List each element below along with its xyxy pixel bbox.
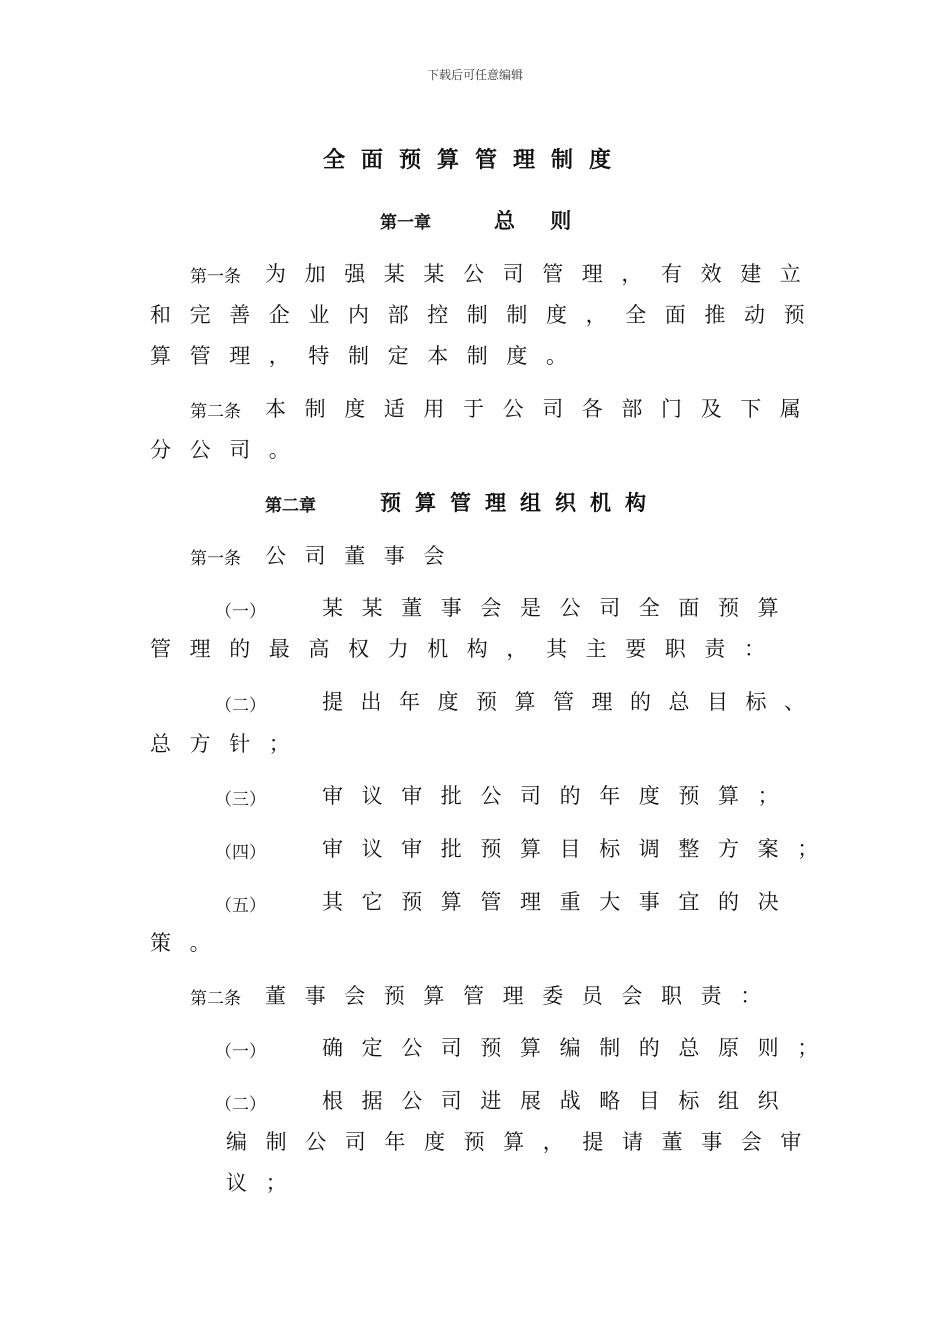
article-text-line: 董事会预算管理委员会职责： xyxy=(265,984,780,1008)
article-label: 第一条 xyxy=(190,267,241,287)
article-text-line: 和完善企业内部控制制度，全面推动预 xyxy=(150,303,824,327)
item-label: （二） xyxy=(215,1095,266,1115)
chapter-1-title: 总 则 xyxy=(494,208,586,233)
item-label: （一） xyxy=(215,1042,266,1062)
item-text-line: 某某董事会是公司全面预算 xyxy=(322,596,798,620)
item-text-line: 其它预算管理重大事宜的决 xyxy=(322,890,798,914)
article-text-line: 本制度适用于公司各部门及下属 xyxy=(265,397,820,421)
article-label: 第二条 xyxy=(190,402,241,422)
item-text-line: 总方针； xyxy=(150,732,309,756)
item-text-line: 确定公司预算编制的总原则； xyxy=(322,1036,837,1060)
item-text-line: 审议审批预算目标调整方案； xyxy=(322,837,837,861)
item-text-line: 根据公司进展战略目标组织 xyxy=(322,1089,798,1113)
article-text-line: 公司董事会 xyxy=(265,544,463,568)
item-text-line: 提出年度预算管理的总目标、 xyxy=(322,690,823,714)
article-label: 第二条 xyxy=(190,989,241,1009)
chapter-2-number: 第二章 xyxy=(265,496,316,516)
article-label: 第一条 xyxy=(190,549,241,569)
item-label: （一） xyxy=(215,602,266,622)
item-text-line: 策。 xyxy=(150,931,230,955)
item-label: （二） xyxy=(215,696,266,716)
item-text-line: 议； xyxy=(226,1171,306,1195)
item-text-line: 管理的最高权力机构，其主要职责： xyxy=(150,637,784,661)
chapter-1-number: 第一章 xyxy=(380,213,431,233)
item-text-line: 审议审批公司的年度预算； xyxy=(322,784,798,808)
item-label: （四） xyxy=(215,843,266,863)
item-text-line: 编制公司年度预算，提请董事会审 xyxy=(226,1130,820,1154)
item-label: （五） xyxy=(215,896,266,916)
article-text-line: 算管理，特制定本制度。 xyxy=(150,344,586,368)
item-label: （三） xyxy=(215,790,266,810)
article-text-line: 分公司。 xyxy=(150,438,309,462)
page-header-note: 下载后可任意编辑 xyxy=(426,68,523,82)
document-title: 全面预算管理制度 xyxy=(322,147,627,173)
chapter-2-title: 预算管理组织机构 xyxy=(380,490,660,515)
article-text-line: 为加强某某公司管理，有效建立 xyxy=(265,262,820,286)
